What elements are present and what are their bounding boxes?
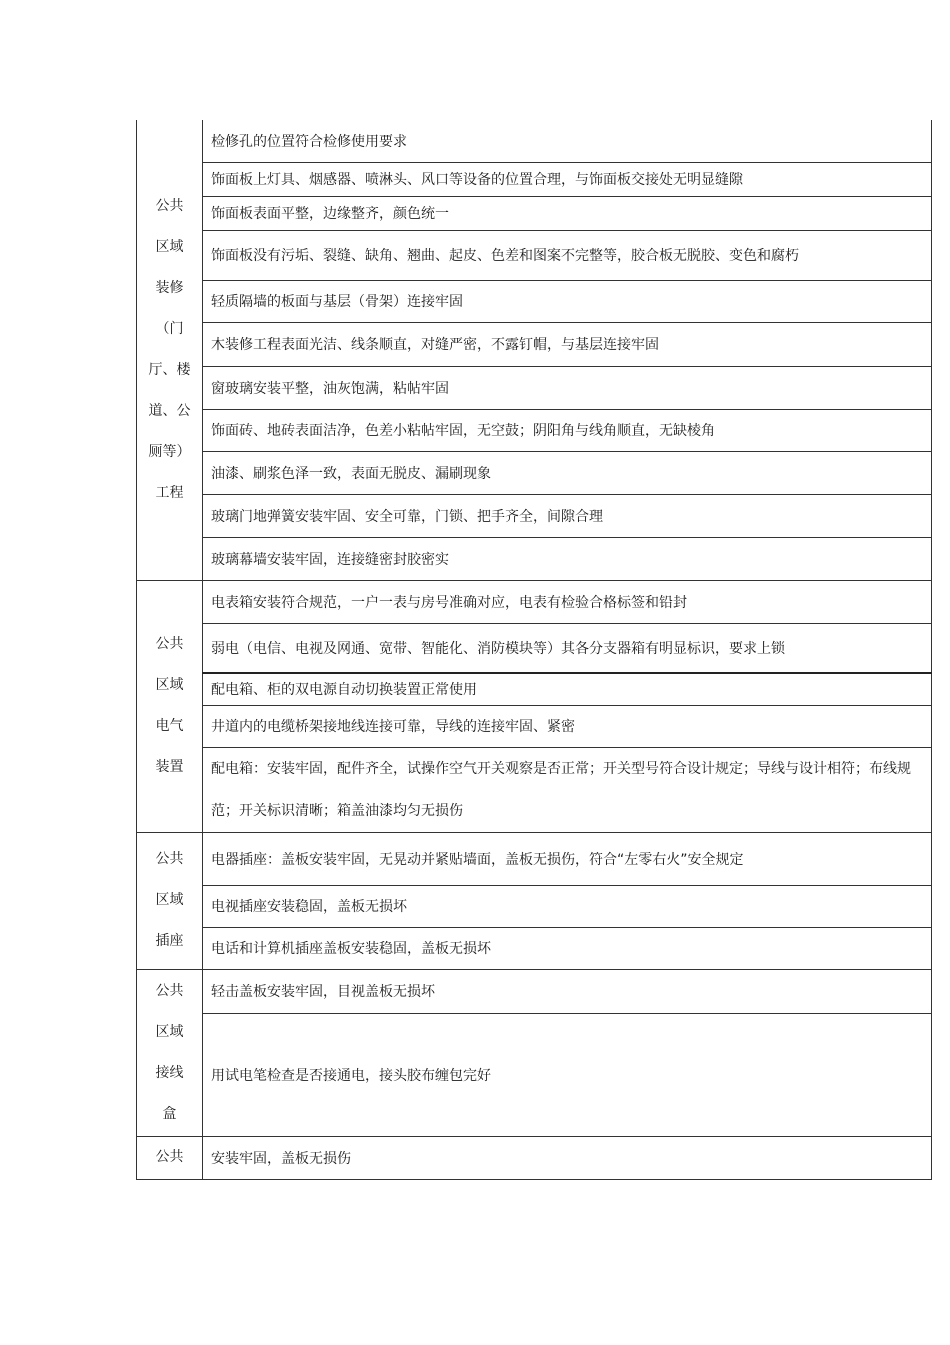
- category-line: 盒: [162, 1105, 177, 1122]
- inspection-item: [203, 280, 932, 322]
- table-row: [137, 230, 932, 280]
- category-line: 公共: [155, 1149, 184, 1165]
- table-row: [137, 705, 932, 747]
- table-row: [137, 537, 932, 580]
- inspection-item: [203, 322, 932, 366]
- table-row: [137, 196, 932, 230]
- item-text: 玻璃门地弹簧安装牢固、安全可靠，门锁、把手齐全，间隙合理: [211, 508, 603, 525]
- inspection-item: [203, 451, 932, 494]
- inspection-item: [203, 409, 932, 451]
- inspection-item: [203, 673, 932, 705]
- table-row: [137, 1136, 932, 1179]
- item-text: 电视插座安装稳固，盖板无损坏: [211, 899, 407, 915]
- inspection-item: [203, 747, 932, 832]
- table-row: [137, 673, 932, 705]
- category-line: 工程: [155, 484, 184, 501]
- category-line: 厕等）: [148, 443, 191, 460]
- inspection-table: [136, 120, 932, 1180]
- table-row: [137, 409, 932, 451]
- category-line: 电气: [155, 718, 184, 734]
- inspection-item: [203, 623, 932, 673]
- inspection-item: [203, 120, 932, 162]
- item-text: 轻质隔墙的板面与基层（骨架）连接牢固: [211, 294, 463, 310]
- item-text: 饰面板没有污垢、裂缝、缺角、翘曲、起皮、色差和图案不完整等，胶合板无脱胶、变色和腐朽: [211, 248, 799, 264]
- inspection-item: [203, 969, 932, 1013]
- item-text: 弱电（电信、电视及网通、宽带、智能化、消防模块等）其各分支器箱有明显标识，要求上锁: [211, 640, 785, 657]
- category-socket: [137, 832, 203, 969]
- category-line: 区域: [155, 892, 184, 908]
- table-row: [137, 280, 932, 322]
- category-decoration: [137, 120, 203, 580]
- item-text: 窗玻璃安装平整，油灰饱满，粘帖牢固: [211, 380, 449, 397]
- category-electrical: [137, 580, 203, 832]
- inspection-item: [203, 832, 932, 885]
- table-row: [137, 120, 932, 162]
- category-line: 插座: [155, 933, 184, 949]
- item-text: 木装修工程表面光洁、线条顺直，对缝严密，不露钉帽，与基层连接牢固: [211, 337, 659, 353]
- category-line: 公共: [155, 197, 184, 214]
- item-text: 电话和计算机插座盖板安装稳固，盖板无损坏: [211, 941, 491, 957]
- table-row: [137, 451, 932, 494]
- category-line: 区域: [155, 1023, 184, 1040]
- category-public: [137, 1136, 203, 1179]
- item-text: 饰面板表面平整，边缘整齐，颜色统一: [211, 206, 449, 222]
- item-text: 井道内的电缆桥架接地线连接可靠，导线的连接牢固、紧密: [211, 719, 575, 735]
- item-text: 检修孔的位置符合检修使用要求: [211, 133, 407, 150]
- category-line: 公共: [155, 982, 184, 999]
- table-row: [137, 747, 932, 832]
- table-row: [137, 162, 932, 196]
- item-text: 玻璃幕墙安装牢固，连接缝密封胶密实: [211, 551, 449, 568]
- table-row: [137, 580, 932, 623]
- category-line: 接线: [155, 1064, 184, 1081]
- item-text: 电表箱安装符合规范，一户一表与房号准确对应，电表有检验合格标签和铅封: [211, 594, 687, 611]
- table-row: [137, 1013, 932, 1136]
- table-row: [137, 322, 932, 366]
- item-text: 配电箱、柜的双电源自动切换装置正常使用: [211, 682, 477, 699]
- category-line: 厅、楼: [148, 361, 191, 378]
- item-text: 配电箱：安装牢固，配件齐全，试操作空气开关观察是否正常；开关型号符合设计规定；导线与设计相符；布线规范；开关标识清晰；箱盖油漆均匀无损伤: [211, 760, 911, 819]
- inspection-item: [203, 230, 932, 280]
- table-row: [137, 927, 932, 969]
- table-row: [137, 885, 932, 927]
- item-text: 安装牢固，盖板无损伤: [211, 1150, 351, 1167]
- item-text: 用试电笔检查是否接通电，接头胶布缠包完好: [211, 1067, 491, 1084]
- category-line: 公共: [155, 636, 184, 652]
- inspection-item: [203, 196, 932, 230]
- category-line: 区域: [155, 238, 184, 255]
- inspection-item: [203, 162, 932, 196]
- inspection-item: [203, 366, 932, 409]
- table-row: [137, 366, 932, 409]
- table-row: [137, 969, 932, 1013]
- inspection-item: [203, 705, 932, 747]
- table-row: [137, 832, 932, 885]
- table-row: [137, 494, 932, 537]
- inspection-item: [203, 537, 932, 580]
- category-line: （门: [155, 320, 184, 337]
- item-text: 饰面砖、地砖表面洁净，色差小粘帖牢固，无空鼓；阴阳角与线角顺直，无缺棱角: [211, 423, 715, 439]
- item-text: 电器插座：盖板安装牢固，无晃动并紧贴墙面，盖板无损伤，符合“左零右火”安全规定: [211, 851, 744, 868]
- category-line: 区域: [155, 677, 184, 693]
- inspection-item: [203, 580, 932, 623]
- category-line: 装置: [155, 759, 184, 775]
- item-text: 油漆、刷浆色泽一致，表面无脱皮、漏刷现象: [211, 465, 491, 482]
- inspection-item: [203, 1136, 932, 1179]
- item-text: 饰面板上灯具、烟感器、喷淋头、风口等设备的位置合理，与饰面板交接处无明显缝隙: [211, 172, 743, 188]
- inspection-item: [203, 1013, 932, 1136]
- inspection-item: [203, 927, 932, 969]
- category-line: 公共: [155, 851, 184, 867]
- table-row: [137, 623, 932, 673]
- category-line: 装修: [155, 279, 184, 296]
- inspection-item: [203, 885, 932, 927]
- category-junction-box: [137, 969, 203, 1136]
- item-text: 轻击盖板安装牢固，目视盖板无损坏: [211, 984, 435, 1000]
- category-line: 道、公: [148, 402, 191, 419]
- inspection-item: [203, 494, 932, 537]
